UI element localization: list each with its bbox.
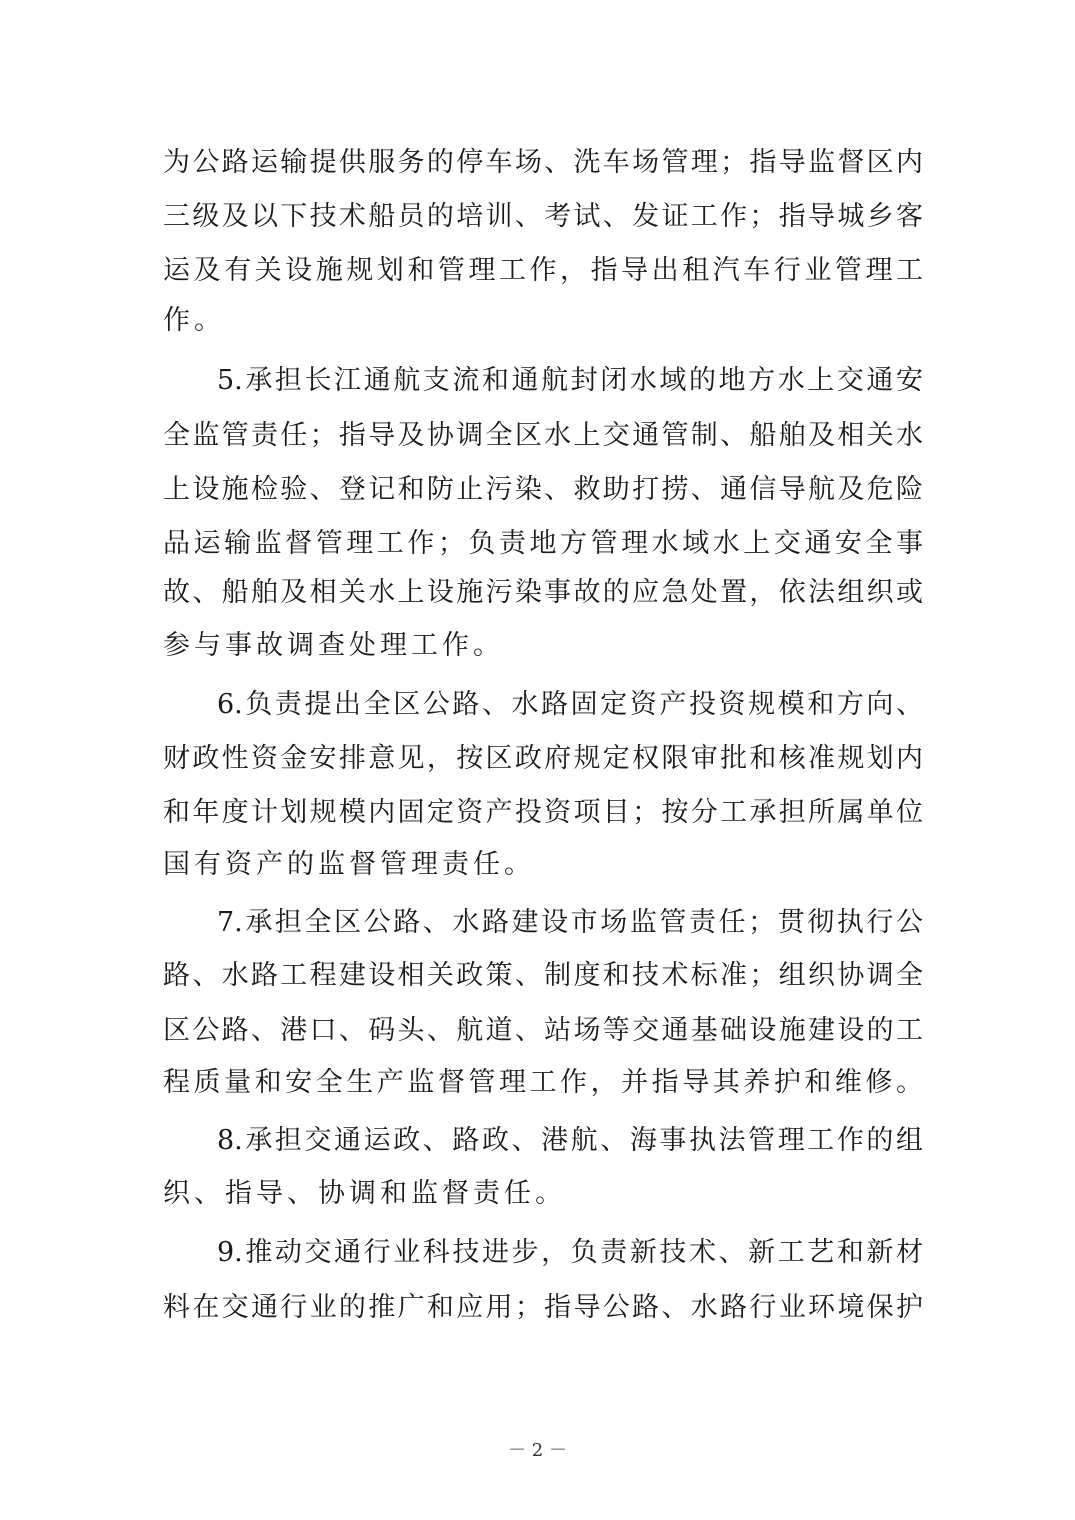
text-line: 程质量和安全生产监督管理工作，并指导其养护和维修。 [163,1067,923,1098]
paragraph-9-first-line: 9.推动交通行业科技进步，负责新技术、新工艺和新材 [217,1237,923,1268]
text-line: 故、船舶及相关水上设施污染事故的应急处置，依法组织或 [163,577,923,608]
text-line: 织、指导、协调和监督责任。 [163,1178,566,1209]
text-line: 上设施检验、登记和防止污染、救助打捞、通信导航及危险 [163,474,923,505]
text-line: 为公路运输提供服务的停车场、洗车场管理；指导监督区内 [163,147,923,178]
text-line: 和年度计划规模内固定资产投资项目；按分工承担所属单位 [163,797,923,828]
paragraph-6-first-line: 6.负责提出全区公路、水路固定资产投资规模和方向、 [217,689,923,720]
text-line: 国有资产的监督管理责任。 [163,849,535,880]
text-line: 区公路、港口、码头、航道、站场等交通基础设施建设的工 [163,1015,923,1046]
text-line: 三级及以下技术船员的培训、考试、发证工作；指导城乡客 [163,201,923,232]
text-line: 运及有关设施规划和管理工作，指导出租汽车行业管理工 [163,255,923,286]
text-line: 料在交通行业的推广和应用；指导公路、水路行业环境保护 [163,1292,923,1323]
page-number: － 2 － [508,1440,567,1461]
text-line: 作。 [163,305,225,336]
paragraph-8-first-line: 8.承担交通运政、路政、港航、海事执法管理工作的组 [217,1125,923,1156]
text-line: 路、水路工程建设相关政策、制度和技术标准；组织协调全 [163,960,923,991]
paragraph-5-first-line: 5.承担长江通航支流和通航封闭水域的地方水上交通安 [217,365,923,396]
text-line: 品运输监督管理工作；负责地方管理水域水上交通安全事 [163,528,923,559]
paragraph-7-first-line: 7.承担全区公路、水路建设市场监管责任；贯彻执行公 [217,907,923,938]
text-line: 参与事故调查处理工作。 [163,630,504,661]
text-line: 全监管责任；指导及协调全区水上交通管制、船舶及相关水 [163,420,923,451]
text-line: 财政性资金安排意见，按区政府规定权限审批和核准规划内 [163,743,923,774]
